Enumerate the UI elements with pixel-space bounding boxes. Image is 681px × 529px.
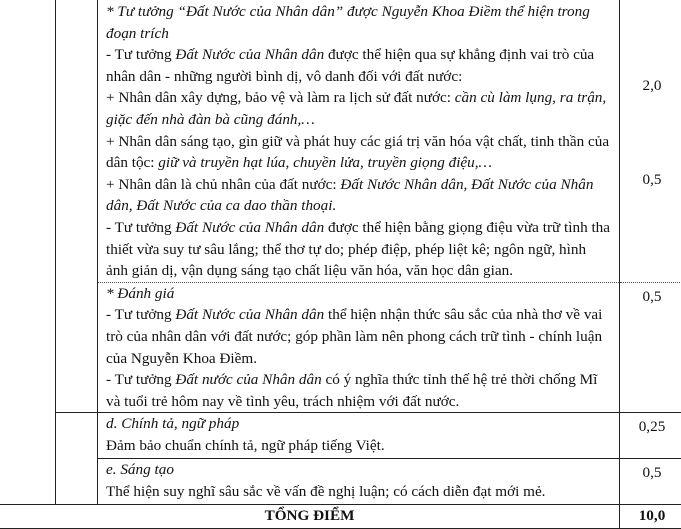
score-value: 2,0 xyxy=(620,0,681,97)
text: - Tư tưởng xyxy=(106,306,175,323)
content-paragraph xyxy=(106,369,611,412)
content-paragraph xyxy=(106,435,611,457)
score-value: 0,5 xyxy=(620,283,681,308)
score-cell xyxy=(620,0,681,282)
italic-text: cần cù làm lụng, ra trận, giặc đến nhà đàn bà cũng đánh,… xyxy=(106,89,606,128)
content-text xyxy=(98,459,619,502)
content-paragraph xyxy=(106,413,611,435)
content-paragraph xyxy=(106,131,611,174)
content-paragraph xyxy=(106,174,611,217)
text: thể hiện nhận thức sâu sắc của nhà thơ về vai trò của nhân dân với đất nước; góp phần làm nên phong cách trữ tình - chính luận của Nguyễn Khoa Điềm. xyxy=(106,306,602,366)
italic-text: giữ và truyền hạt lúa, chuyền lửa, truyền giọng điệu,… xyxy=(158,154,492,171)
text: Thể hiện suy nghĩ sâu sắc về vấn đề nghị luận; có cách diễn đạt mới mẻ. xyxy=(106,483,545,500)
italic-text: Đất nước của Nhân dân xyxy=(175,371,321,388)
content-paragraph xyxy=(106,44,611,87)
italic-text: Đất Nước Nhân dân, Đất Nước của Nhân dân, Đất Nước của ca dao thần thoại. xyxy=(106,176,593,215)
table-row xyxy=(0,459,681,505)
content-paragraph xyxy=(106,283,611,305)
text: được thể hiện qua sự khẳng định vai trò của nhân dân - những người bình dị, vô danh đối với đất nước: xyxy=(106,46,594,85)
content-paragraph xyxy=(106,87,611,130)
italic-text: Đất Nước của Nhân dân xyxy=(175,306,324,323)
italic-text: * Tư tưởng “Đất Nước của Nhân dân” được Nguyễn Khoa Điềm thể hiện trong đoạn trích xyxy=(106,3,590,42)
italic-text: e. Sáng tạo xyxy=(106,461,174,478)
text: có ý nghĩa thức tỉnh thế hệ trẻ thời chống Mĩ và tuổi trẻ hôm nay về tình yêu, trách nhiệm với đất nước. xyxy=(106,371,597,410)
content-cell xyxy=(98,282,620,413)
content-cell xyxy=(98,459,620,505)
subsection-cell xyxy=(56,282,98,413)
content-paragraph xyxy=(106,459,611,481)
content-cell xyxy=(98,0,620,282)
italic-text: d. Chính tả, ngữ pháp xyxy=(106,415,239,432)
italic-text: * Đánh giá xyxy=(106,285,174,302)
text: - Tư tưởng xyxy=(106,46,175,63)
text: + Nhân dân sáng tạo, gìn giữ và phát huy các giá trị văn hóa vật chất, tinh thần của dân tộc: xyxy=(106,133,609,172)
content-text xyxy=(98,413,619,456)
section-cell xyxy=(0,282,56,413)
text: + Nhân dân là chủ nhân của đất nước: xyxy=(106,176,340,193)
total-label: TỔNG ĐIỂM xyxy=(0,505,620,529)
score-cell xyxy=(620,282,681,413)
subsection-cell xyxy=(56,413,98,459)
score-value: 0,5 xyxy=(620,97,681,191)
score-value: 0,25 xyxy=(620,413,681,438)
table-row xyxy=(0,282,681,413)
content-paragraph xyxy=(106,1,611,44)
section-cell xyxy=(0,413,56,459)
subsection-cell xyxy=(56,0,98,282)
section-cell xyxy=(0,459,56,505)
content-paragraph xyxy=(106,481,611,503)
text: - Tư tưởng xyxy=(106,371,175,388)
total-row xyxy=(0,505,681,529)
content-cell xyxy=(98,413,620,459)
content-paragraph xyxy=(106,217,611,282)
content-paragraph xyxy=(106,304,611,369)
text: được thể hiện bằng giọng điệu vừa trữ tình tha thiết vừa suy tư sâu lắng; thể thơ tự do; phép điệp, phép liệt kê; ngôn ngữ, hình ảnh giản dị, vận dụng sáng tạo chất liệu văn hóa, văn học dân gian. xyxy=(106,219,610,279)
total-value: 10,0 xyxy=(620,505,681,529)
score-cell xyxy=(620,413,681,459)
italic-text: Đất Nước của Nhân dân xyxy=(175,46,324,63)
text: - Tư tưởng xyxy=(106,219,175,236)
italic-text: Đất Nước của Nhân dân xyxy=(175,219,324,236)
subsection-cell xyxy=(56,459,98,505)
section-cell xyxy=(0,0,56,282)
table-row xyxy=(0,413,681,459)
text: + Nhân dân xây dựng, bảo vệ và làm ra lịch sử đất nước: xyxy=(106,89,455,106)
score-value: 0,5 xyxy=(620,459,681,484)
text: Đảm bảo chuẩn chính tả, ngữ pháp tiếng Việt. xyxy=(106,437,385,454)
content-text xyxy=(98,283,619,413)
score-cell xyxy=(620,459,681,505)
content-text xyxy=(98,0,619,282)
